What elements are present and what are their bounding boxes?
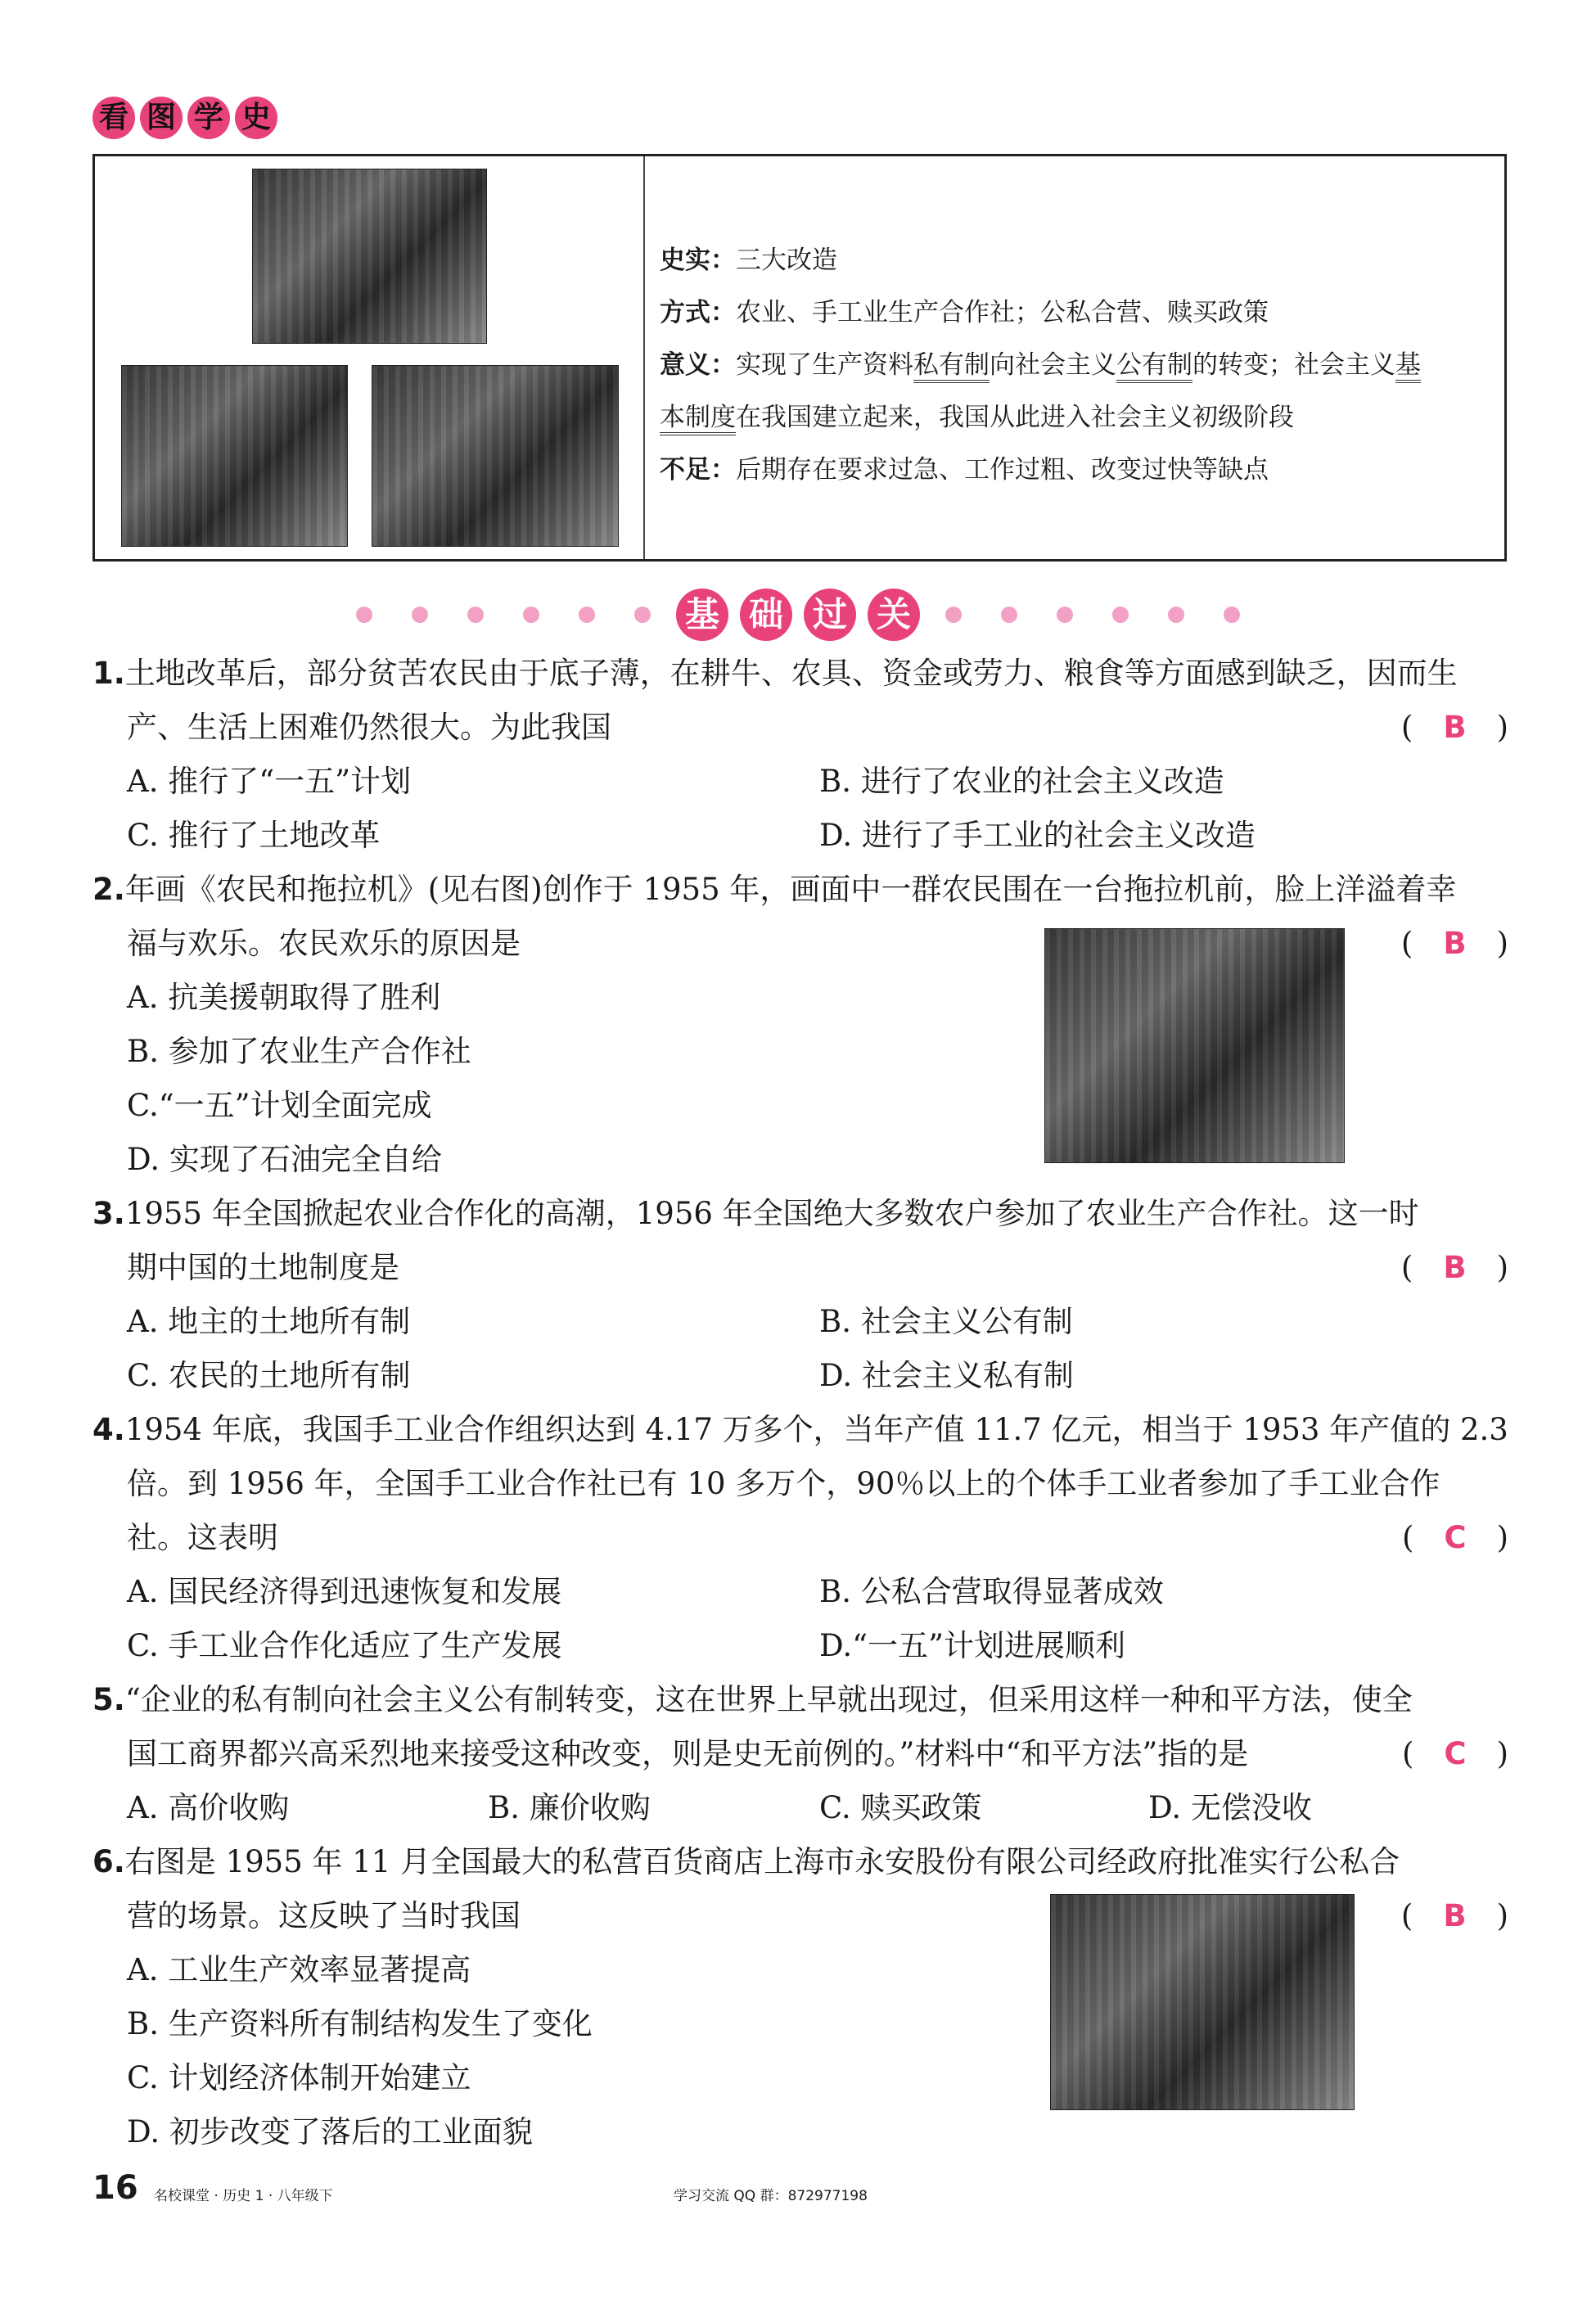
option-5c[interactable]: C. 赎买政策 bbox=[819, 1790, 982, 1825]
option-2b[interactable]: B. 参加了农业生产合作社 bbox=[127, 1034, 471, 1069]
answer-5: ( C ) bbox=[1401, 1736, 1508, 1771]
answer-2: ( B ) bbox=[1400, 926, 1508, 961]
decor-dot bbox=[1168, 607, 1184, 623]
info-divider bbox=[643, 156, 645, 559]
decor-dot bbox=[467, 607, 484, 623]
decor-dot bbox=[1001, 607, 1017, 623]
answer-6: ( B ) bbox=[1400, 1898, 1508, 1933]
tag-char: 史 bbox=[235, 97, 277, 139]
option-6c[interactable]: C. 计划经济体制开始建立 bbox=[127, 2060, 471, 2095]
photo-wing-on-company bbox=[1050, 1894, 1355, 2110]
photo-crowd-top bbox=[252, 169, 487, 344]
option-1d[interactable]: D. 进行了手工业的社会主义改造 bbox=[819, 818, 1256, 853]
photo-crowd-bottom bbox=[372, 365, 619, 547]
option-6a[interactable]: A. 工业生产效率显著提高 bbox=[127, 1952, 471, 1987]
decor-dot bbox=[634, 607, 651, 623]
decor-dot bbox=[579, 607, 595, 623]
question-3: 3.1955 年全国掀起农业合作化的高潮，1956 年全国绝大多数农户参加了农业生产合作社。这一时 期中国的土地制度是 ( B ) A. 地主的土地所有制 B. 社会主义公有制 C. 农民的土地所有制 D. 社会主义私有制 bbox=[92, 1187, 1508, 1403]
decor-dot bbox=[523, 607, 539, 623]
decor-dot bbox=[1057, 607, 1073, 623]
answer-1: ( B ) bbox=[1400, 710, 1508, 745]
answer-4: ( C ) bbox=[1401, 1520, 1508, 1555]
answer-3: ( B ) bbox=[1400, 1250, 1508, 1285]
option-1b[interactable]: B. 进行了农业的社会主义改造 bbox=[819, 764, 1224, 799]
option-4a[interactable]: A. 国民经济得到迅速恢复和发展 bbox=[127, 1574, 562, 1609]
section-tag-look-learn-history bbox=[92, 97, 277, 139]
photo-farmers-tractor bbox=[1044, 928, 1345, 1163]
section-char: 过 bbox=[804, 589, 856, 641]
tag-char: 看 bbox=[92, 97, 135, 139]
option-4b[interactable]: B. 公私合营取得显著成效 bbox=[819, 1574, 1164, 1609]
qq-group: 学习交流 QQ 群：872977198 bbox=[674, 2188, 868, 2204]
section-char: 关 bbox=[868, 589, 920, 641]
option-6b[interactable]: B. 生产资料所有制结构发生了变化 bbox=[127, 2006, 593, 2041]
option-2d[interactable]: D. 实现了石油完全自给 bbox=[127, 1142, 442, 1177]
decor-dot bbox=[945, 607, 962, 623]
tag-char: 学 bbox=[187, 97, 230, 139]
decor-dot bbox=[356, 607, 372, 623]
option-2c[interactable]: C.“一五”计划全面完成 bbox=[127, 1088, 432, 1123]
fact-yiyi-cont: 本制度在我国建立起来，我国从此进入社会主义初级阶段 bbox=[660, 391, 1495, 444]
option-3d[interactable]: D. 社会主义私有制 bbox=[819, 1358, 1074, 1393]
option-1c[interactable]: C. 推行了土地改革 bbox=[127, 818, 381, 853]
question-6: 6.右图是 1955 年 11 月全国最大的私营百货商店上海市永安股份有限公司经政府批准实行公私合 营的场景。这反映了当时我国 ( B ) A. 工业生产效率显著提高 B. 生产资料所有制结构发生了变化 C. 计划经济体制开始建立 D. 初步改变了落后的工业面貌 bbox=[92, 1835, 1508, 2159]
history-info-box bbox=[92, 154, 1507, 562]
book-title: 名校课堂 · 历史 1 · 八年级下 bbox=[154, 2188, 333, 2204]
info-facts bbox=[660, 234, 1495, 496]
question-4: 4.1954 年底，我国手工业合作组织达到 4.17 万多个，当年产值 11.7 亿元，相当于 1953 年产值的 2.3 倍。到 1956 年，全国手工业合作社已有 10 多万个，90％以上的个体手工业者参加了手工业合作 社。这表明 ( C ) A. 国民经济得到迅速恢复和发展 B. 公私合营取得显著成效 C. 手工业合作化适应了生产发展 D.“一五”计划进展顺利 bbox=[92, 1403, 1508, 1673]
decor-dot bbox=[1112, 607, 1129, 623]
option-3a[interactable]: A. 地主的土地所有制 bbox=[127, 1304, 411, 1339]
option-3b[interactable]: B. 社会主义公有制 bbox=[819, 1304, 1073, 1339]
option-6d[interactable]: D. 初步改变了落后的工业面貌 bbox=[127, 2114, 533, 2149]
photo-factory bbox=[121, 365, 348, 547]
option-2a[interactable]: A. 抗美援朝取得了胜利 bbox=[127, 980, 441, 1015]
option-5b[interactable]: B. 廉价收购 bbox=[488, 1790, 651, 1825]
question-2: 2.年画《农民和拖拉机》(见右图)创作于 1955 年，画面中一群农民围在一台拖拉机前，脸上洋溢着幸 福与欢乐。农民欢乐的原因是 ( B ) A. 抗美援朝取得了胜利 B. 参加了农业生产合作社 C.“一五”计划全面完成 D. 实现了石油完全自给 bbox=[92, 863, 1508, 1187]
question-1: 1.土地改革后，部分贫苦农民由于底子薄，在耕牛、农具、资金或劳力、粮食等方面感到缺乏，因而生 产、生活上困难仍然很大。为此我国 ( B ) A. 推行了“一五”计划 B. 进行了农业的社会主义改造 C. 推行了土地改革 D. 进行了手工业的社会主义改造 bbox=[92, 647, 1508, 863]
decor-dot bbox=[1224, 607, 1240, 623]
page-number: 16 bbox=[92, 2169, 138, 2207]
fact-shishi: 史实：三大改造 bbox=[660, 246, 837, 275]
option-4c[interactable]: C. 手工业合作化适应了生产发展 bbox=[127, 1628, 562, 1663]
section-title-basics bbox=[0, 586, 1596, 643]
option-1a[interactable]: A. 推行了“一五”计划 bbox=[127, 764, 412, 799]
option-5d[interactable]: D. 无偿没收 bbox=[1148, 1790, 1312, 1825]
tag-char: 图 bbox=[140, 97, 183, 139]
question-5: 5.“企业的私有制向社会主义公有制转变，这在世界上早就出现过，但采用这样一种和平方法，使全 国工商界都兴高采烈地来接受这种改变，则是史无前例的。”材料中“和平方法”指的是 ( C ) A. 高价收购 B. 廉价收购 C. 赎买政策 D. 无偿没收 bbox=[92, 1673, 1508, 1835]
option-4d[interactable]: D.“一五”计划进展顺利 bbox=[819, 1628, 1125, 1663]
decor-dot bbox=[412, 607, 428, 623]
fact-yiyi: 意义：实现了生产资料私有制向社会主义公有制的转变；社会主义基 bbox=[660, 339, 1495, 391]
fact-buzu: 不足：后期存在要求过急、工作过粗、改变过快等缺点 bbox=[660, 455, 1269, 485]
fact-fangshi: 方式：农业、手工业生产合作社；公私合营、赎买政策 bbox=[660, 298, 1269, 327]
section-char: 础 bbox=[740, 589, 792, 641]
option-5a[interactable]: A. 高价收购 bbox=[127, 1790, 290, 1825]
section-char: 基 bbox=[676, 589, 728, 641]
option-3c[interactable]: C. 农民的土地所有制 bbox=[127, 1358, 411, 1393]
